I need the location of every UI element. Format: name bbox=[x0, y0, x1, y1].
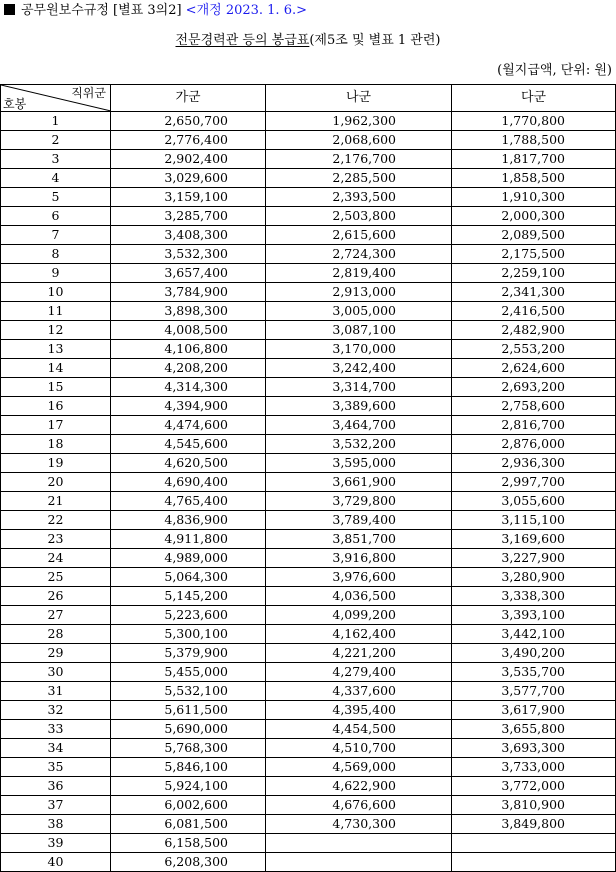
salary-table bbox=[0, 84, 616, 872]
salary-cell-ga: 6,208,300 bbox=[111, 853, 266, 872]
step-cell: 24 bbox=[1, 549, 111, 568]
salary-cell-na: 4,395,400 bbox=[266, 701, 452, 720]
step-cell: 33 bbox=[1, 720, 111, 739]
step-cell: 39 bbox=[1, 834, 111, 853]
step-cell: 1 bbox=[1, 112, 111, 131]
salary-cell-ga: 4,008,500 bbox=[111, 321, 266, 340]
salary-cell-ga: 5,064,300 bbox=[111, 568, 266, 587]
salary-cell-na: 2,615,600 bbox=[266, 226, 452, 245]
salary-cell-na: 2,176,700 bbox=[266, 150, 452, 169]
salary-cell-ga: 6,158,500 bbox=[111, 834, 266, 853]
salary-cell-ga: 5,379,900 bbox=[111, 644, 266, 663]
salary-cell-ga: 5,300,100 bbox=[111, 625, 266, 644]
salary-cell-na: 2,393,500 bbox=[266, 188, 452, 207]
table-row bbox=[1, 321, 616, 340]
step-cell: 7 bbox=[1, 226, 111, 245]
table-row bbox=[1, 340, 616, 359]
salary-cell-na: 4,337,600 bbox=[266, 682, 452, 701]
table-row bbox=[1, 188, 616, 207]
table-row bbox=[1, 777, 616, 796]
table-row bbox=[1, 150, 616, 169]
salary-cell-na: 4,454,500 bbox=[266, 720, 452, 739]
salary-cell-ga: 5,532,100 bbox=[111, 682, 266, 701]
table-row bbox=[1, 397, 616, 416]
salary-cell-ga: 3,285,700 bbox=[111, 207, 266, 226]
step-cell: 15 bbox=[1, 378, 111, 397]
salary-cell-na: 3,389,600 bbox=[266, 397, 452, 416]
step-cell: 9 bbox=[1, 264, 111, 283]
step-cell: 8 bbox=[1, 245, 111, 264]
salary-cell-na: 4,221,200 bbox=[266, 644, 452, 663]
salary-cell-da: 2,693,200 bbox=[452, 378, 616, 397]
salary-cell-na: 3,595,000 bbox=[266, 454, 452, 473]
step-cell: 18 bbox=[1, 435, 111, 454]
unit-note: (월지급액, 단위: 원) bbox=[497, 63, 612, 78]
step-cell: 40 bbox=[1, 853, 111, 872]
corner-label-step: 호봉 bbox=[3, 97, 27, 111]
salary-cell-da: 3,849,800 bbox=[452, 815, 616, 834]
step-cell: 31 bbox=[1, 682, 111, 701]
salary-cell-da: 3,169,600 bbox=[452, 530, 616, 549]
table-row bbox=[1, 758, 616, 777]
table-row bbox=[1, 454, 616, 473]
step-cell: 19 bbox=[1, 454, 111, 473]
salary-cell-ga: 4,765,400 bbox=[111, 492, 266, 511]
salary-cell-na: 2,819,400 bbox=[266, 264, 452, 283]
table-row bbox=[1, 644, 616, 663]
step-cell: 30 bbox=[1, 663, 111, 682]
salary-cell-da: 1,910,300 bbox=[452, 188, 616, 207]
salary-cell-ga: 4,314,300 bbox=[111, 378, 266, 397]
salary-cell-na: 3,976,600 bbox=[266, 568, 452, 587]
salary-cell-da: 1,770,800 bbox=[452, 112, 616, 131]
salary-cell-na: 1,962,300 bbox=[266, 112, 452, 131]
salary-cell-na: 2,913,000 bbox=[266, 283, 452, 302]
table-row bbox=[1, 492, 616, 511]
salary-cell-na: 3,916,800 bbox=[266, 549, 452, 568]
step-cell: 16 bbox=[1, 397, 111, 416]
table-row bbox=[1, 416, 616, 435]
table-row bbox=[1, 739, 616, 758]
table-row bbox=[1, 853, 616, 872]
salary-cell-ga: 2,650,700 bbox=[111, 112, 266, 131]
table-row bbox=[1, 131, 616, 150]
step-cell: 23 bbox=[1, 530, 111, 549]
corner-header bbox=[1, 85, 111, 112]
salary-cell-ga: 5,690,000 bbox=[111, 720, 266, 739]
table-row bbox=[1, 302, 616, 321]
salary-cell-da: 2,553,200 bbox=[452, 340, 616, 359]
salary-cell-da: 2,175,500 bbox=[452, 245, 616, 264]
salary-cell-ga: 5,145,200 bbox=[111, 587, 266, 606]
salary-cell-da: 1,788,500 bbox=[452, 131, 616, 150]
salary-cell-da: 3,733,000 bbox=[452, 758, 616, 777]
regulation-title: 공무원보수규정 [별표 3의2] bbox=[21, 3, 182, 18]
salary-cell-na: 4,099,200 bbox=[266, 606, 452, 625]
table-row bbox=[1, 378, 616, 397]
salary-cell-na: 2,503,800 bbox=[266, 207, 452, 226]
salary-cell-da: 2,416,500 bbox=[452, 302, 616, 321]
table-row bbox=[1, 359, 616, 378]
step-cell: 20 bbox=[1, 473, 111, 492]
salary-cell-na bbox=[266, 834, 452, 853]
salary-cell-na: 2,724,300 bbox=[266, 245, 452, 264]
salary-cell-na: 3,242,400 bbox=[266, 359, 452, 378]
step-cell: 22 bbox=[1, 511, 111, 530]
document-header bbox=[4, 2, 307, 20]
salary-cell-da: 2,482,900 bbox=[452, 321, 616, 340]
revision-note: <개정 2023. 1. 6.> bbox=[185, 3, 307, 18]
salary-cell-ga: 4,690,400 bbox=[111, 473, 266, 492]
step-cell: 2 bbox=[1, 131, 111, 150]
step-cell: 13 bbox=[1, 340, 111, 359]
salary-cell-na: 3,005,000 bbox=[266, 302, 452, 321]
salary-cell-na: 4,676,600 bbox=[266, 796, 452, 815]
step-cell: 34 bbox=[1, 739, 111, 758]
salary-cell-ga: 4,989,000 bbox=[111, 549, 266, 568]
table-row bbox=[1, 530, 616, 549]
salary-cell-ga: 3,159,100 bbox=[111, 188, 266, 207]
step-cell: 3 bbox=[1, 150, 111, 169]
salary-cell-da: 2,624,600 bbox=[452, 359, 616, 378]
table-row bbox=[1, 663, 616, 682]
salary-cell-ga: 4,836,900 bbox=[111, 511, 266, 530]
salary-cell-na: 4,510,700 bbox=[266, 739, 452, 758]
salary-cell-da: 3,693,300 bbox=[452, 739, 616, 758]
salary-cell-ga: 5,768,300 bbox=[111, 739, 266, 758]
salary-cell-ga: 4,106,800 bbox=[111, 340, 266, 359]
salary-cell-ga: 4,620,500 bbox=[111, 454, 266, 473]
salary-cell-ga: 5,924,100 bbox=[111, 777, 266, 796]
table-row bbox=[1, 207, 616, 226]
salary-cell-na: 4,569,000 bbox=[266, 758, 452, 777]
table-row bbox=[1, 834, 616, 853]
salary-cell-na: 4,162,400 bbox=[266, 625, 452, 644]
table-header-row bbox=[1, 85, 616, 112]
salary-cell-na bbox=[266, 853, 452, 872]
salary-cell-da: 3,227,900 bbox=[452, 549, 616, 568]
step-cell: 26 bbox=[1, 587, 111, 606]
salary-cell-na: 3,851,700 bbox=[266, 530, 452, 549]
salary-cell-ga: 4,394,900 bbox=[111, 397, 266, 416]
table-row bbox=[1, 701, 616, 720]
table-row bbox=[1, 511, 616, 530]
salary-cell-da: 3,442,100 bbox=[452, 625, 616, 644]
step-cell: 28 bbox=[1, 625, 111, 644]
salary-cell-da: 2,816,700 bbox=[452, 416, 616, 435]
salary-cell-na: 3,729,800 bbox=[266, 492, 452, 511]
table-row bbox=[1, 264, 616, 283]
salary-cell-ga: 6,002,600 bbox=[111, 796, 266, 815]
table-row bbox=[1, 606, 616, 625]
step-cell: 17 bbox=[1, 416, 111, 435]
salary-cell-da: 3,393,100 bbox=[452, 606, 616, 625]
table-row bbox=[1, 796, 616, 815]
salary-cell-da: 2,341,300 bbox=[452, 283, 616, 302]
salary-cell-da: 3,338,300 bbox=[452, 587, 616, 606]
table-row bbox=[1, 549, 616, 568]
salary-cell-da: 3,772,000 bbox=[452, 777, 616, 796]
salary-cell-ga: 5,455,000 bbox=[111, 663, 266, 682]
salary-cell-da: 3,810,900 bbox=[452, 796, 616, 815]
table-row bbox=[1, 720, 616, 739]
step-cell: 4 bbox=[1, 169, 111, 188]
step-cell: 32 bbox=[1, 701, 111, 720]
step-cell: 25 bbox=[1, 568, 111, 587]
black-square-icon bbox=[4, 4, 15, 15]
table-title-suffix: (제5조 및 별표 1 관련) bbox=[309, 33, 441, 48]
table-row bbox=[1, 245, 616, 264]
salary-cell-da: 2,936,300 bbox=[452, 454, 616, 473]
salary-cell-na: 3,314,700 bbox=[266, 378, 452, 397]
salary-cell-ga: 4,545,600 bbox=[111, 435, 266, 454]
salary-cell-na: 3,464,700 bbox=[266, 416, 452, 435]
table-row bbox=[1, 682, 616, 701]
salary-cell-da: 3,535,700 bbox=[452, 663, 616, 682]
salary-cell-na: 3,532,200 bbox=[266, 435, 452, 454]
salary-cell-da: 3,617,900 bbox=[452, 701, 616, 720]
step-cell: 5 bbox=[1, 188, 111, 207]
salary-cell-da: 3,280,900 bbox=[452, 568, 616, 587]
salary-cell-na: 4,730,300 bbox=[266, 815, 452, 834]
salary-cell-ga: 3,408,300 bbox=[111, 226, 266, 245]
salary-cell-ga: 4,208,200 bbox=[111, 359, 266, 378]
salary-cell-ga: 3,532,300 bbox=[111, 245, 266, 264]
salary-cell-ga: 3,029,600 bbox=[111, 169, 266, 188]
salary-cell-ga: 5,846,100 bbox=[111, 758, 266, 777]
salary-cell-ga: 4,911,800 bbox=[111, 530, 266, 549]
salary-cell-da: 3,577,700 bbox=[452, 682, 616, 701]
salary-cell-ga: 3,784,900 bbox=[111, 283, 266, 302]
corner-label-position-group: 직위군 bbox=[71, 86, 106, 100]
salary-cell-da: 1,817,700 bbox=[452, 150, 616, 169]
salary-cell-da: 3,490,200 bbox=[452, 644, 616, 663]
step-cell: 29 bbox=[1, 644, 111, 663]
step-cell: 12 bbox=[1, 321, 111, 340]
salary-cell-ga: 2,776,400 bbox=[111, 131, 266, 150]
salary-cell-da: 3,115,100 bbox=[452, 511, 616, 530]
table-row bbox=[1, 473, 616, 492]
table-title-main: 전문경력관 등의 봉급표 bbox=[175, 33, 310, 48]
step-cell: 37 bbox=[1, 796, 111, 815]
salary-cell-na: 4,622,900 bbox=[266, 777, 452, 796]
step-cell: 14 bbox=[1, 359, 111, 378]
column-header-na: 나군 bbox=[266, 85, 452, 112]
salary-cell-da: 2,089,500 bbox=[452, 226, 616, 245]
salary-cell-da: 2,758,600 bbox=[452, 397, 616, 416]
table-row bbox=[1, 283, 616, 302]
step-cell: 36 bbox=[1, 777, 111, 796]
salary-cell-da: 2,259,100 bbox=[452, 264, 616, 283]
column-header-da: 다군 bbox=[452, 85, 616, 112]
salary-cell-na: 3,661,900 bbox=[266, 473, 452, 492]
table-row bbox=[1, 112, 616, 131]
step-cell: 38 bbox=[1, 815, 111, 834]
salary-cell-da: 3,055,600 bbox=[452, 492, 616, 511]
step-cell: 21 bbox=[1, 492, 111, 511]
salary-cell-da bbox=[452, 853, 616, 872]
salary-cell-da: 2,000,300 bbox=[452, 207, 616, 226]
salary-cell-da bbox=[452, 834, 616, 853]
step-cell: 10 bbox=[1, 283, 111, 302]
salary-cell-na: 3,087,100 bbox=[266, 321, 452, 340]
salary-cell-ga: 4,474,600 bbox=[111, 416, 266, 435]
salary-cell-ga: 5,223,600 bbox=[111, 606, 266, 625]
salary-cell-ga: 3,657,400 bbox=[111, 264, 266, 283]
salary-cell-da: 3,655,800 bbox=[452, 720, 616, 739]
salary-cell-na: 2,285,500 bbox=[266, 169, 452, 188]
step-cell: 35 bbox=[1, 758, 111, 777]
step-cell: 27 bbox=[1, 606, 111, 625]
column-header-ga: 가군 bbox=[111, 85, 266, 112]
salary-cell-da: 1,858,500 bbox=[452, 169, 616, 188]
salary-cell-na: 2,068,600 bbox=[266, 131, 452, 150]
step-cell: 11 bbox=[1, 302, 111, 321]
salary-cell-ga: 6,081,500 bbox=[111, 815, 266, 834]
salary-cell-da: 2,997,700 bbox=[452, 473, 616, 492]
salary-cell-ga: 3,898,300 bbox=[111, 302, 266, 321]
table-row bbox=[1, 815, 616, 834]
step-cell: 6 bbox=[1, 207, 111, 226]
salary-cell-da: 2,876,000 bbox=[452, 435, 616, 454]
table-title bbox=[0, 32, 616, 50]
table-row bbox=[1, 169, 616, 188]
table-row bbox=[1, 568, 616, 587]
salary-cell-na: 4,036,500 bbox=[266, 587, 452, 606]
salary-cell-na: 3,170,000 bbox=[266, 340, 452, 359]
salary-cell-na: 4,279,400 bbox=[266, 663, 452, 682]
table-row bbox=[1, 226, 616, 245]
salary-cell-ga: 5,611,500 bbox=[111, 701, 266, 720]
salary-cell-ga: 2,902,400 bbox=[111, 150, 266, 169]
table-row bbox=[1, 625, 616, 644]
salary-cell-na: 3,789,400 bbox=[266, 511, 452, 530]
table-row bbox=[1, 435, 616, 454]
table-row bbox=[1, 587, 616, 606]
